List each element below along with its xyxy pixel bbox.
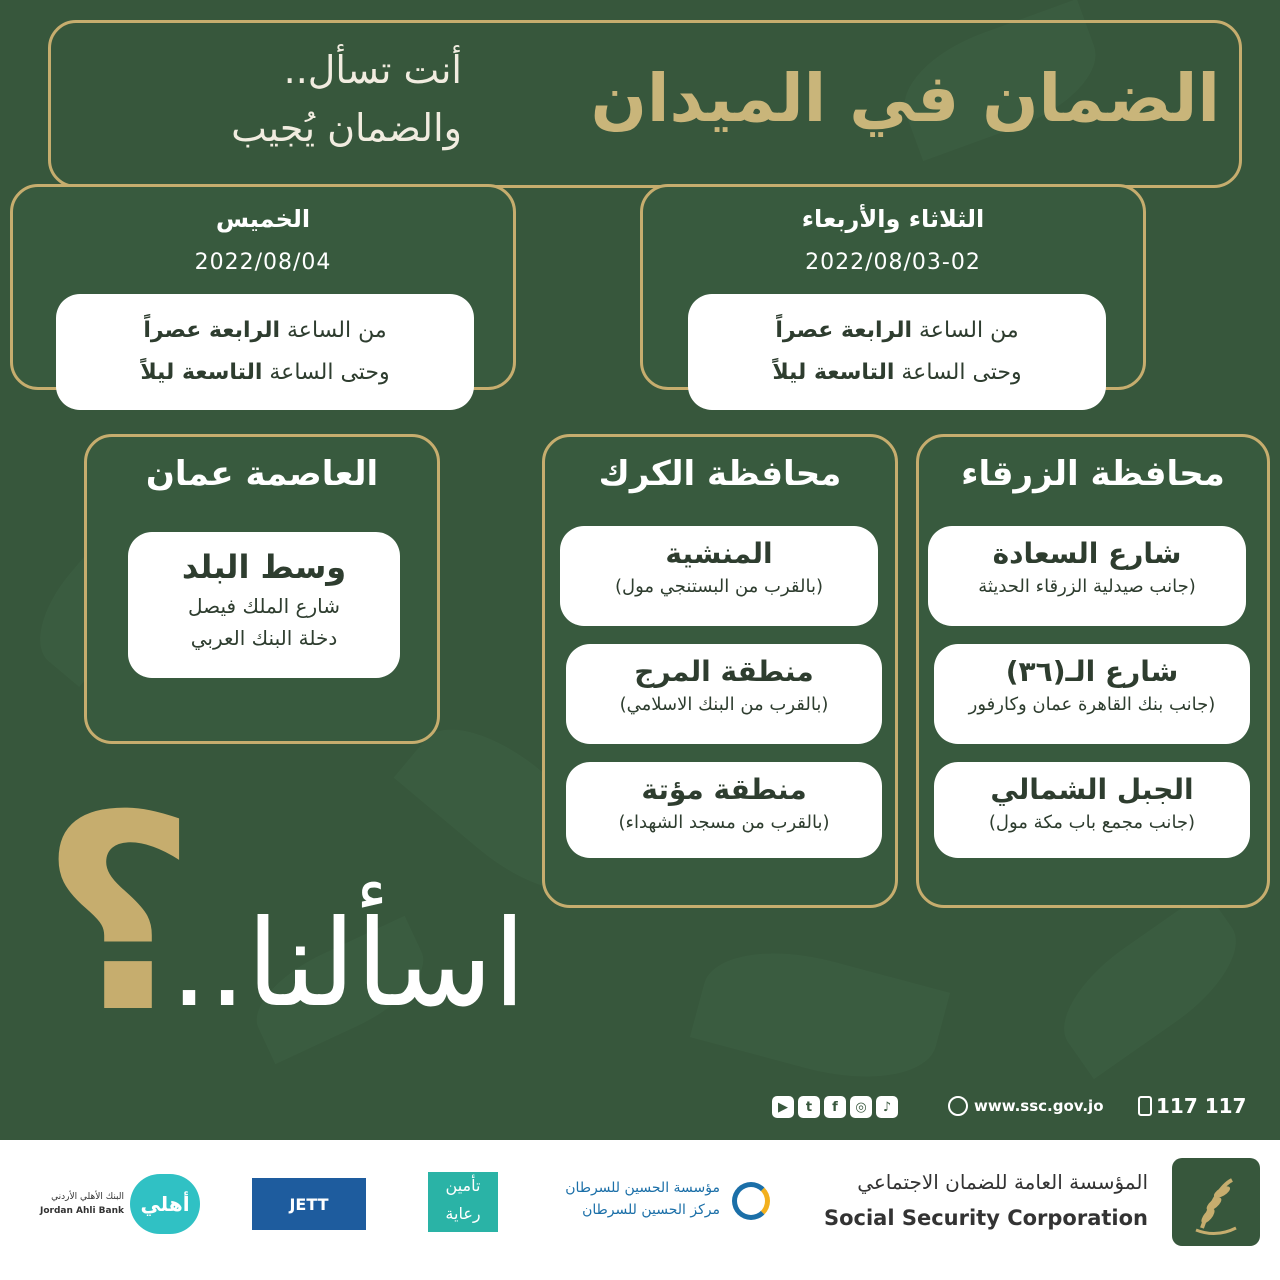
- social-links: [772, 1096, 898, 1118]
- twitter-icon[interactable]: t: [798, 1096, 820, 1118]
- location-pill: شارع السعادة (جانب صيدلية الزرقاء الحديثة: [928, 526, 1246, 626]
- sponsor-footer: [0, 1140, 1280, 1280]
- location-pill: منطقة مؤتة (بالقرب من مسجد الشهداء): [566, 762, 882, 858]
- org-name-en: Social Security Corporation: [823, 1206, 1148, 1230]
- ssc-logo: [1172, 1158, 1260, 1246]
- location-pill: شارع الـ(٣٦) (جانب بنك القاهرة عمان وكارفور: [934, 644, 1250, 744]
- ahli-bank-logo: أهلي: [130, 1174, 200, 1234]
- hussein-cancer-logo: [526, 1180, 770, 1224]
- facebook-icon[interactable]: f: [824, 1096, 846, 1118]
- instagram-icon[interactable]: ◎: [850, 1096, 872, 1118]
- phone-icon: [1138, 1096, 1152, 1116]
- governorate-title: العاصمة عمان: [145, 454, 379, 494]
- schedule-day: الخميس: [215, 205, 311, 233]
- governorate-title: محافظة الكرك: [598, 454, 842, 494]
- page-title: الضمان في الميدان: [590, 60, 1220, 137]
- schedule-date: 2022/08/04: [194, 250, 332, 275]
- globe-icon: [948, 1096, 968, 1116]
- question-mark: ؟: [40, 757, 197, 1072]
- taameen-logo: تأمين رعاية: [428, 1172, 498, 1232]
- schedule-time-pill: من الساعة الرابعة عصراً وحتى الساعة التاسعة ليلاً: [688, 294, 1106, 410]
- subtitle-line-1: أنت تسأل..: [283, 48, 462, 92]
- org-name-ar: المؤسسة العامة للضمان الاجتماعي: [857, 1170, 1148, 1194]
- location-pill: منطقة المرج (بالقرب من البنك الاسلامي): [566, 644, 882, 744]
- hussein-line-2: مركز الحسين للسرطان: [582, 1202, 720, 1218]
- hussein-mark-icon: [732, 1182, 770, 1220]
- location-pill: المنشية (بالقرب من البستنجي مول): [560, 526, 878, 626]
- location-pill: الجبل الشمالي (جانب مجمع باب مكة مول): [934, 762, 1250, 858]
- tiktok-icon[interactable]: ♪: [876, 1096, 898, 1118]
- schedule-day: الثلاثاء والأربعاء: [801, 205, 985, 233]
- youtube-icon[interactable]: ▶: [772, 1096, 794, 1118]
- ask-us-text: اسألنا..: [170, 895, 527, 1034]
- jett-logo: JETT: [252, 1178, 366, 1230]
- ahli-bank-name-en: Jordan Ahli Bank: [39, 1206, 124, 1216]
- location-pill: وسط البلد شارع الملك فيصل دخلة البنك العربي: [128, 532, 400, 678]
- website-link[interactable]: www.ssc.gov.jo: [948, 1096, 1104, 1116]
- subtitle-line-2: والضمان يُجيب: [231, 106, 462, 150]
- hotline: 117 117: [1138, 1094, 1246, 1118]
- hussein-line-1: مؤسسة الحسين للسرطان: [565, 1180, 720, 1196]
- schedule-date: 2022/08/03-02: [805, 250, 981, 275]
- governorate-title: محافظة الزرقاء: [961, 454, 1225, 494]
- schedule-time-pill: من الساعة الرابعة عصراً وحتى الساعة التاسعة ليلاً: [56, 294, 474, 410]
- ahli-bank-name-ar: البنك الأهلي الأردني: [51, 1192, 124, 1202]
